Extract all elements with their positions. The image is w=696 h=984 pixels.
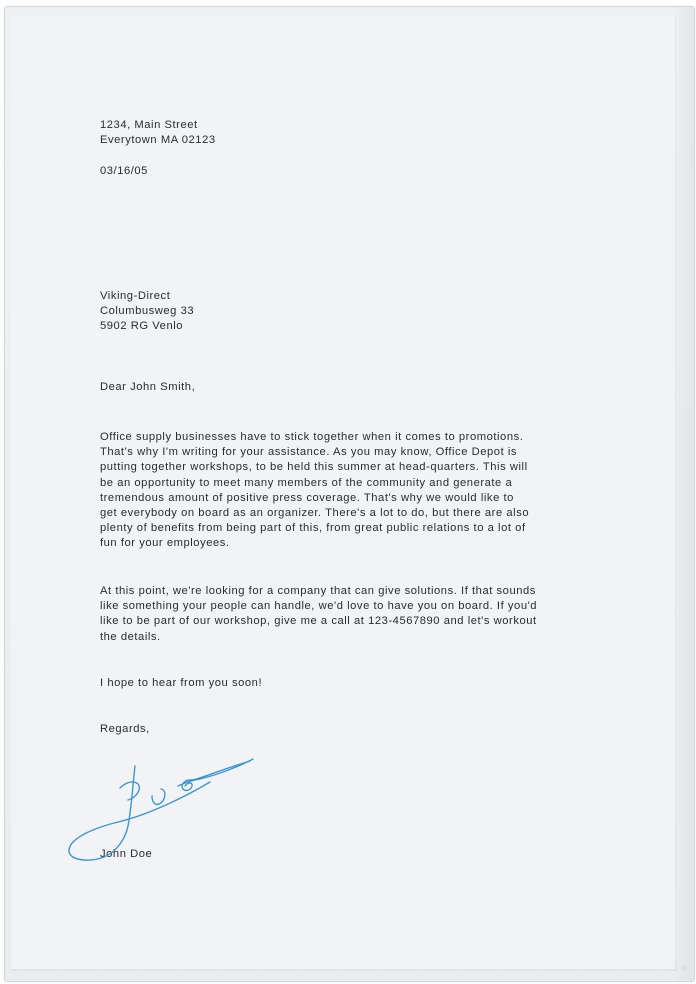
paragraph-line: like to be part of our workshop, give me a call at 123-4567890 and let's workout	[100, 615, 537, 628]
handwritten-signature	[60, 752, 260, 867]
paragraph-line: get everybody on board as an organizer. There's a lot to do, but there are also	[100, 507, 530, 520]
paragraph-line: tremendous amount of positive press coverage. That's why we would like to	[100, 491, 514, 504]
letter-date	[100, 164, 148, 179]
closing-line-text: I hope to hear from you soon!	[100, 677, 263, 689]
recipient-street: Columbusweg 33	[100, 305, 195, 318]
paragraph-line: plenty of benefits from being part of this, from great public relations to a lot of	[100, 522, 526, 535]
regards-text: Regards,	[100, 723, 150, 735]
recipient-address	[100, 289, 194, 335]
paragraph-line: the details.	[100, 630, 161, 643]
salutation	[100, 380, 195, 395]
paragraph-line: be an opportunity to meet many members of the community and generate a	[100, 476, 513, 489]
sender-street: 1234, Main Street	[100, 119, 198, 131]
regards	[100, 722, 150, 737]
date-text: 03/16/05	[100, 165, 148, 177]
body-paragraph-1	[100, 430, 529, 552]
body-paragraph-2	[100, 584, 537, 645]
recipient-city: 5902 RG Venlo	[100, 320, 184, 333]
sender-city: Everytown MA 02123	[100, 134, 216, 147]
recipient-company: Viking-Direct	[100, 290, 171, 302]
closing-line	[100, 676, 262, 691]
paragraph-line: like something your people can handle, we'd love to have you on board. If you'd	[100, 600, 538, 613]
paragraph-line: putting together workshops, to be held this summer at head-quarters. This will	[100, 461, 528, 474]
paragraph-line: Office supply businesses have to stick together when it comes to promotions.	[100, 431, 524, 443]
paragraph-line: fun for your employees.	[100, 537, 230, 550]
signer-name-text: John Doe	[100, 848, 153, 860]
paragraph-line: At this point, we're looking for a company that can give solutions. If that sounds	[100, 585, 536, 597]
salutation-text: Dear John Smith,	[100, 381, 196, 393]
sender-address	[100, 118, 216, 148]
paragraph-line: That's why I'm writing for your assistance. As you may know, Office Depot is	[100, 446, 518, 459]
